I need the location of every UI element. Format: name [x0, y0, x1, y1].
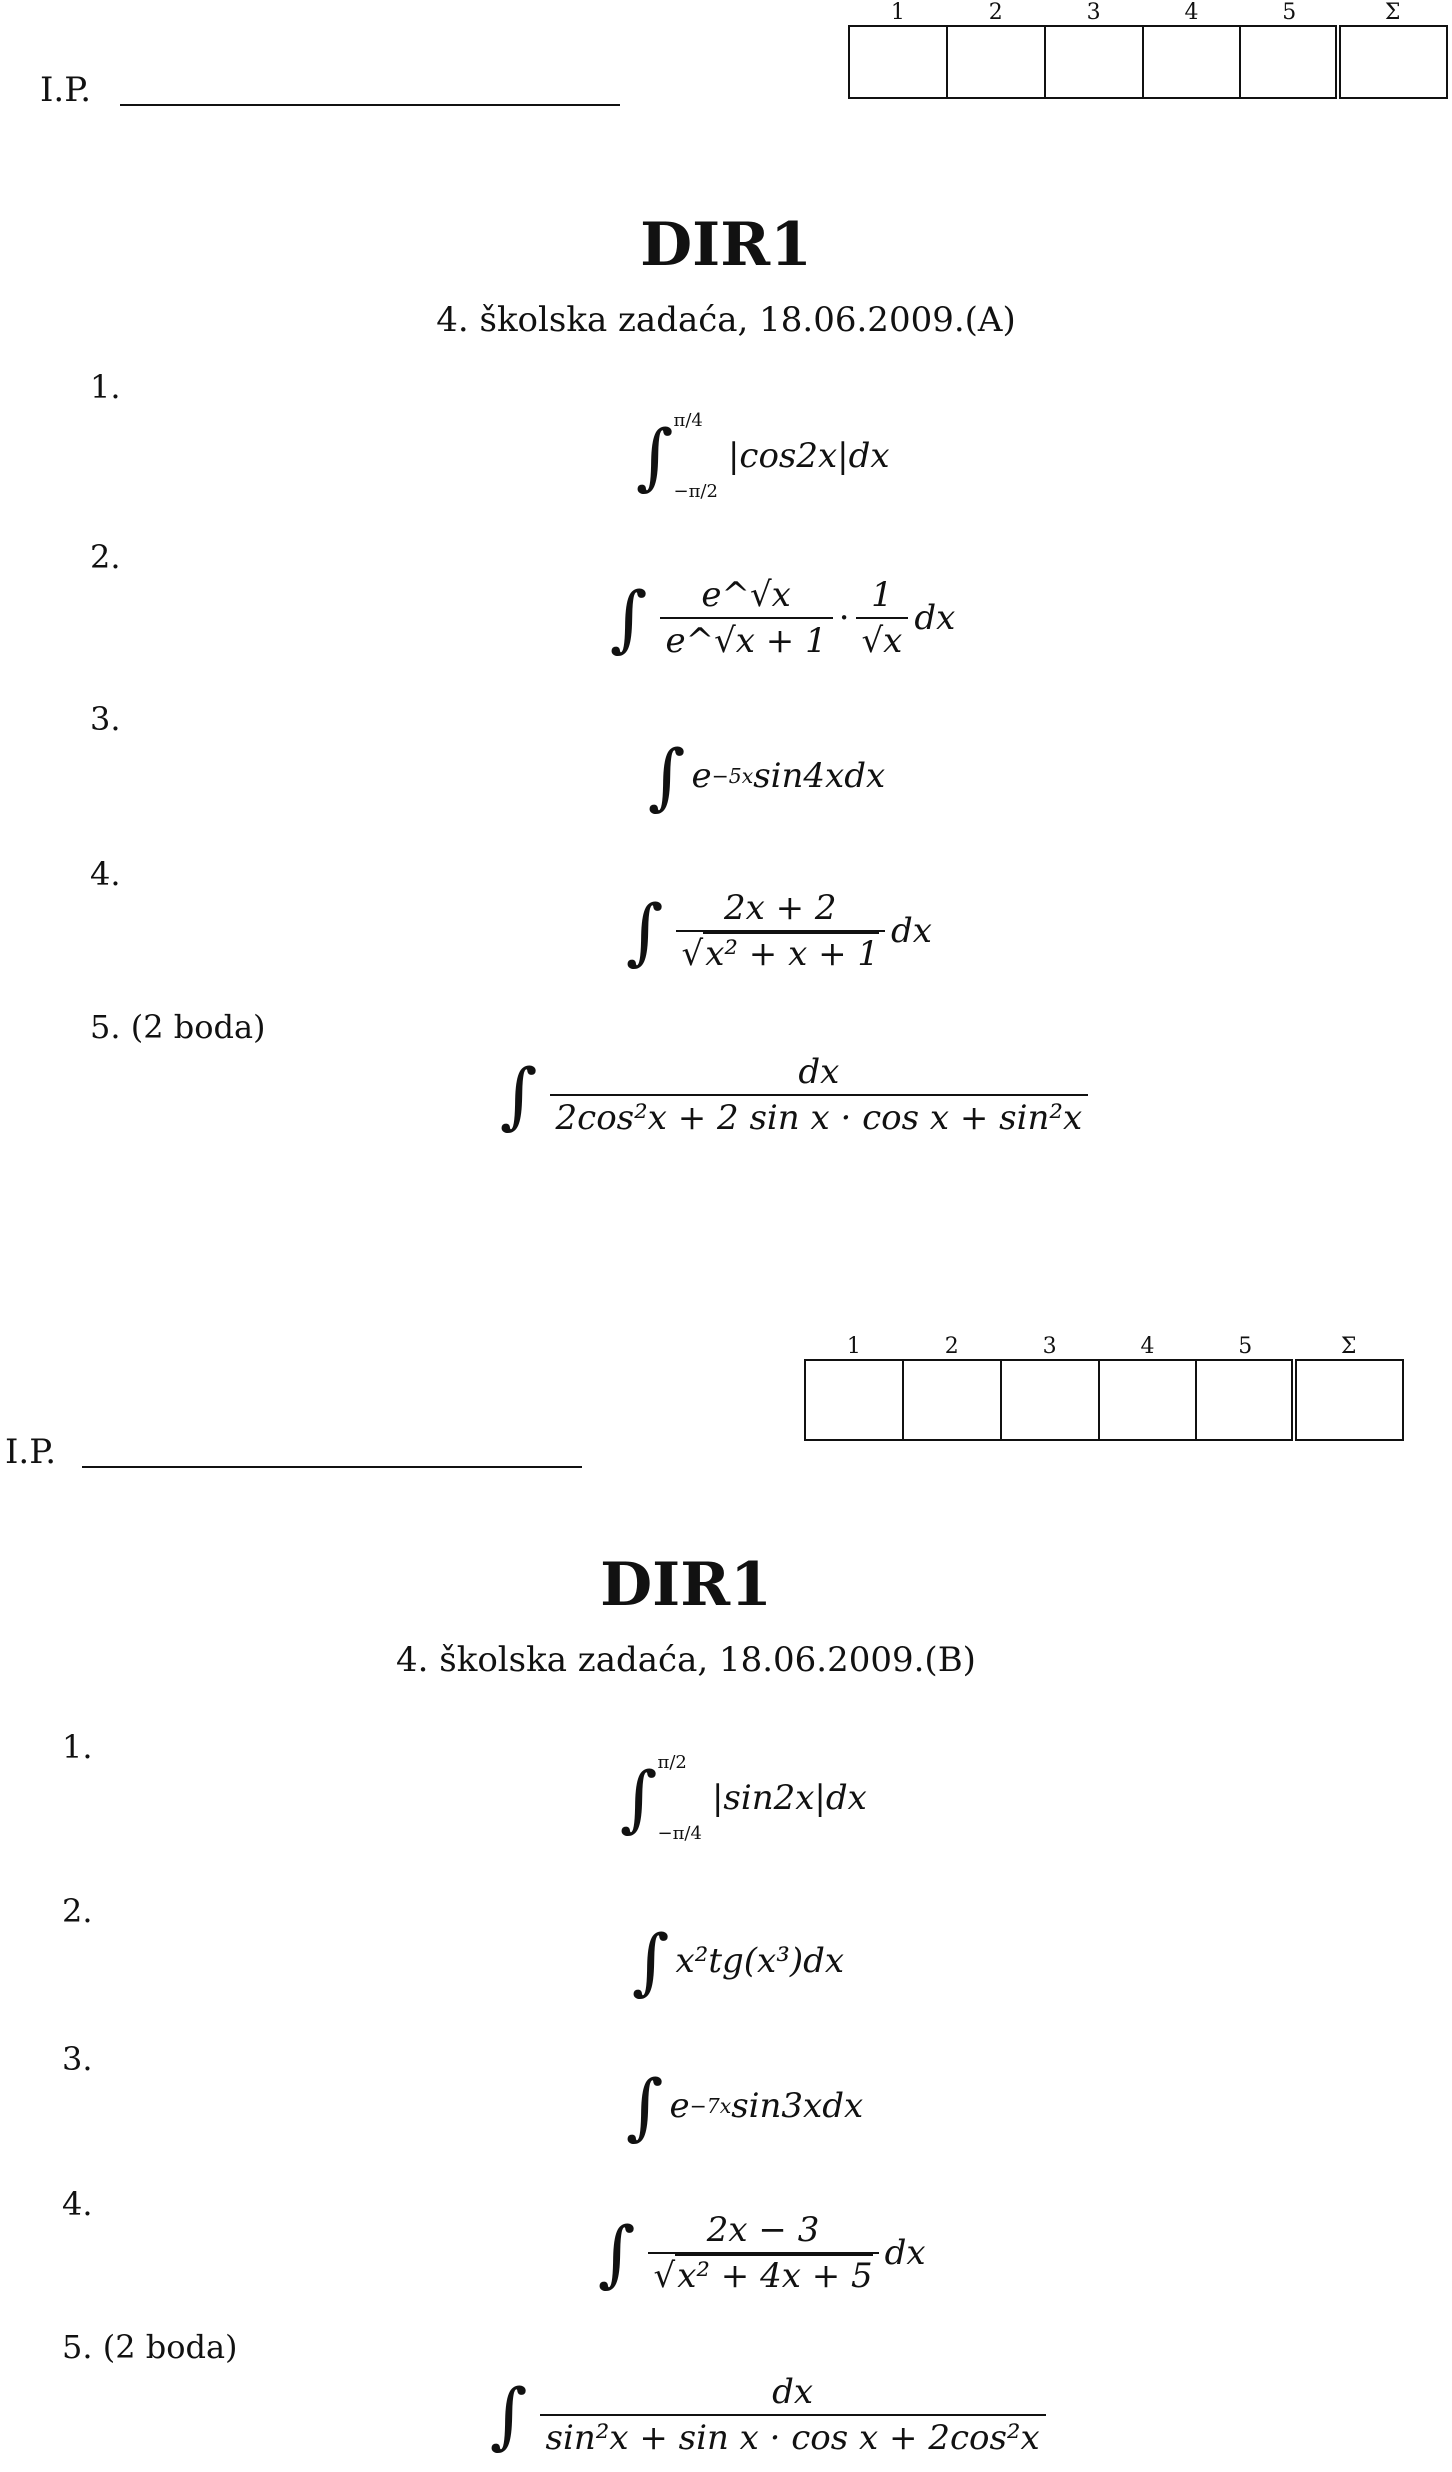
- problem-number: 3.: [62, 2040, 93, 2078]
- radicand: x² + 4x + 5: [677, 2256, 873, 2296]
- integral-formula: [620, 1752, 867, 1844]
- problem-number: 1.: [90, 368, 121, 406]
- integral-formula: [490, 2372, 1052, 2458]
- integrand: |cos2x|dx: [727, 436, 890, 476]
- score-cell-sum[interactable]: [1338, 26, 1447, 98]
- score-header-4: 4: [1140, 1334, 1155, 1359]
- score-header-sum: Σ: [1340, 1334, 1357, 1359]
- denominator: [676, 930, 886, 974]
- sqrt-symbol: [654, 2256, 676, 2296]
- fraction: [676, 888, 886, 974]
- fraction: [550, 1052, 1089, 1138]
- integral-formula: [610, 575, 955, 661]
- fraction: [660, 575, 833, 661]
- problem-number: 4.: [90, 855, 121, 893]
- ip-name-line[interactable]: [120, 104, 620, 106]
- score-cell-4[interactable]: [1143, 26, 1241, 98]
- page-subtitle: 4. školska zadaća, 18.06.2009.(B): [396, 1640, 976, 1680]
- score-header-3: 3: [1086, 0, 1101, 25]
- integrand: |sin2x|dx: [711, 1778, 867, 1818]
- denominator: √x: [856, 617, 909, 661]
- integrand: sin4xdx: [753, 756, 886, 796]
- integral-formula: [648, 734, 886, 818]
- integral-sign: ∫: [626, 2064, 664, 2148]
- denominator: sin²x + sin x · cos x + 2cos²x: [540, 2414, 1046, 2458]
- score-cell-sum[interactable]: [1294, 1360, 1403, 1440]
- problem-number: 1.: [62, 1728, 93, 1766]
- integral-formula: [598, 2210, 926, 2296]
- problem-number: 3.: [90, 700, 121, 738]
- numerator: 2x + 2: [723, 888, 837, 928]
- integral-formula: [626, 2064, 864, 2148]
- integral-sign: ∫: [598, 2211, 636, 2295]
- score-table: [848, 0, 1448, 99]
- score-cell-4[interactable]: [1099, 1360, 1197, 1440]
- integral-sign: ∫: [620, 1756, 658, 1840]
- score-cell-3[interactable]: [1001, 1360, 1099, 1440]
- differential: dx: [884, 2233, 926, 2273]
- integral-sign: ∫: [490, 2373, 528, 2457]
- score-header-2: 2: [944, 1334, 959, 1359]
- integral-sign: ∫: [632, 1919, 670, 2003]
- score-cell-5[interactable]: [1196, 1360, 1294, 1440]
- integral-sign: ∫: [636, 414, 674, 498]
- fraction: [856, 575, 909, 661]
- integrand: x²tg(x³)dx: [675, 1941, 845, 1981]
- differential: dx: [891, 911, 932, 951]
- ip-label: I.P.: [40, 70, 92, 110]
- problem-number: 4.: [62, 2185, 93, 2223]
- integral-sign: ∫: [610, 576, 648, 660]
- integral-limits: [658, 1752, 702, 1844]
- score-header-1: 1: [890, 0, 905, 25]
- integral-sign: ∫: [500, 1053, 538, 1137]
- dot-operator: ·: [838, 598, 850, 638]
- score-header-sum: Σ: [1384, 0, 1401, 25]
- sqrt-symbol: [682, 934, 704, 974]
- integrand: sin3xdx: [731, 2086, 864, 2126]
- score-cell-5[interactable]: [1240, 26, 1338, 98]
- score-cell-1[interactable]: [849, 26, 947, 98]
- score-header-2: 2: [988, 0, 1003, 25]
- problem-number: 5. (2 boda): [90, 1008, 266, 1046]
- integral-sign: ∫: [648, 734, 686, 818]
- problem-number: 2.: [62, 1892, 93, 1930]
- fraction: [648, 2210, 879, 2296]
- score-cell-2[interactable]: [903, 1360, 1001, 1440]
- upper-limit: π/4: [673, 410, 703, 431]
- denominator: 2cos²x + 2 sin x · cos x + sin²x: [550, 1094, 1089, 1138]
- score-header-3: 3: [1042, 1334, 1057, 1359]
- lower-limit: −π/2: [673, 481, 718, 502]
- page-subtitle: 4. školska zadaća, 18.06.2009.(A): [436, 300, 1016, 340]
- integral-limits: [674, 410, 718, 502]
- integral-formula: [626, 888, 932, 974]
- page-title: DIR1: [640, 210, 812, 280]
- score-header-1: 1: [846, 1334, 861, 1359]
- denominator: [648, 2252, 879, 2296]
- base: e: [669, 2086, 690, 2126]
- integral-formula: [632, 1919, 845, 2003]
- base: e: [691, 756, 712, 796]
- differential: dx: [914, 598, 956, 638]
- integral-formula: [500, 1052, 1094, 1138]
- numerator: e^√x: [701, 575, 791, 615]
- problem-number: 2.: [90, 538, 121, 576]
- score-header-4: 4: [1184, 0, 1199, 25]
- problem-number: 5. (2 boda): [62, 2328, 238, 2366]
- ip-name-line[interactable]: [82, 1466, 582, 1468]
- ip-label: I.P.: [5, 1432, 57, 1472]
- exponent: −7x: [689, 2094, 732, 2118]
- denominator: e^√x + 1: [660, 617, 833, 661]
- score-header-5: 5: [1282, 0, 1297, 25]
- fraction: [540, 2372, 1046, 2458]
- numerator: 1: [871, 575, 893, 615]
- score-cell-3[interactable]: [1045, 26, 1143, 98]
- integral-sign: ∫: [626, 889, 664, 973]
- exponent: −5x: [711, 764, 754, 788]
- lower-limit: −π/4: [657, 1823, 702, 1844]
- numerator: dx: [798, 1052, 840, 1092]
- upper-limit: π/2: [657, 1752, 687, 1773]
- page-title: DIR1: [600, 1550, 772, 1620]
- integral-formula: [636, 410, 890, 502]
- score-cell-1[interactable]: [805, 1360, 903, 1440]
- numerator: dx: [772, 2372, 814, 2412]
- score-header-5: 5: [1238, 1334, 1253, 1359]
- numerator: 2x − 3: [706, 2210, 820, 2250]
- score-cell-2[interactable]: [947, 26, 1045, 98]
- radicand: x² + x + 1: [705, 934, 880, 974]
- score-table: [804, 1334, 1404, 1441]
